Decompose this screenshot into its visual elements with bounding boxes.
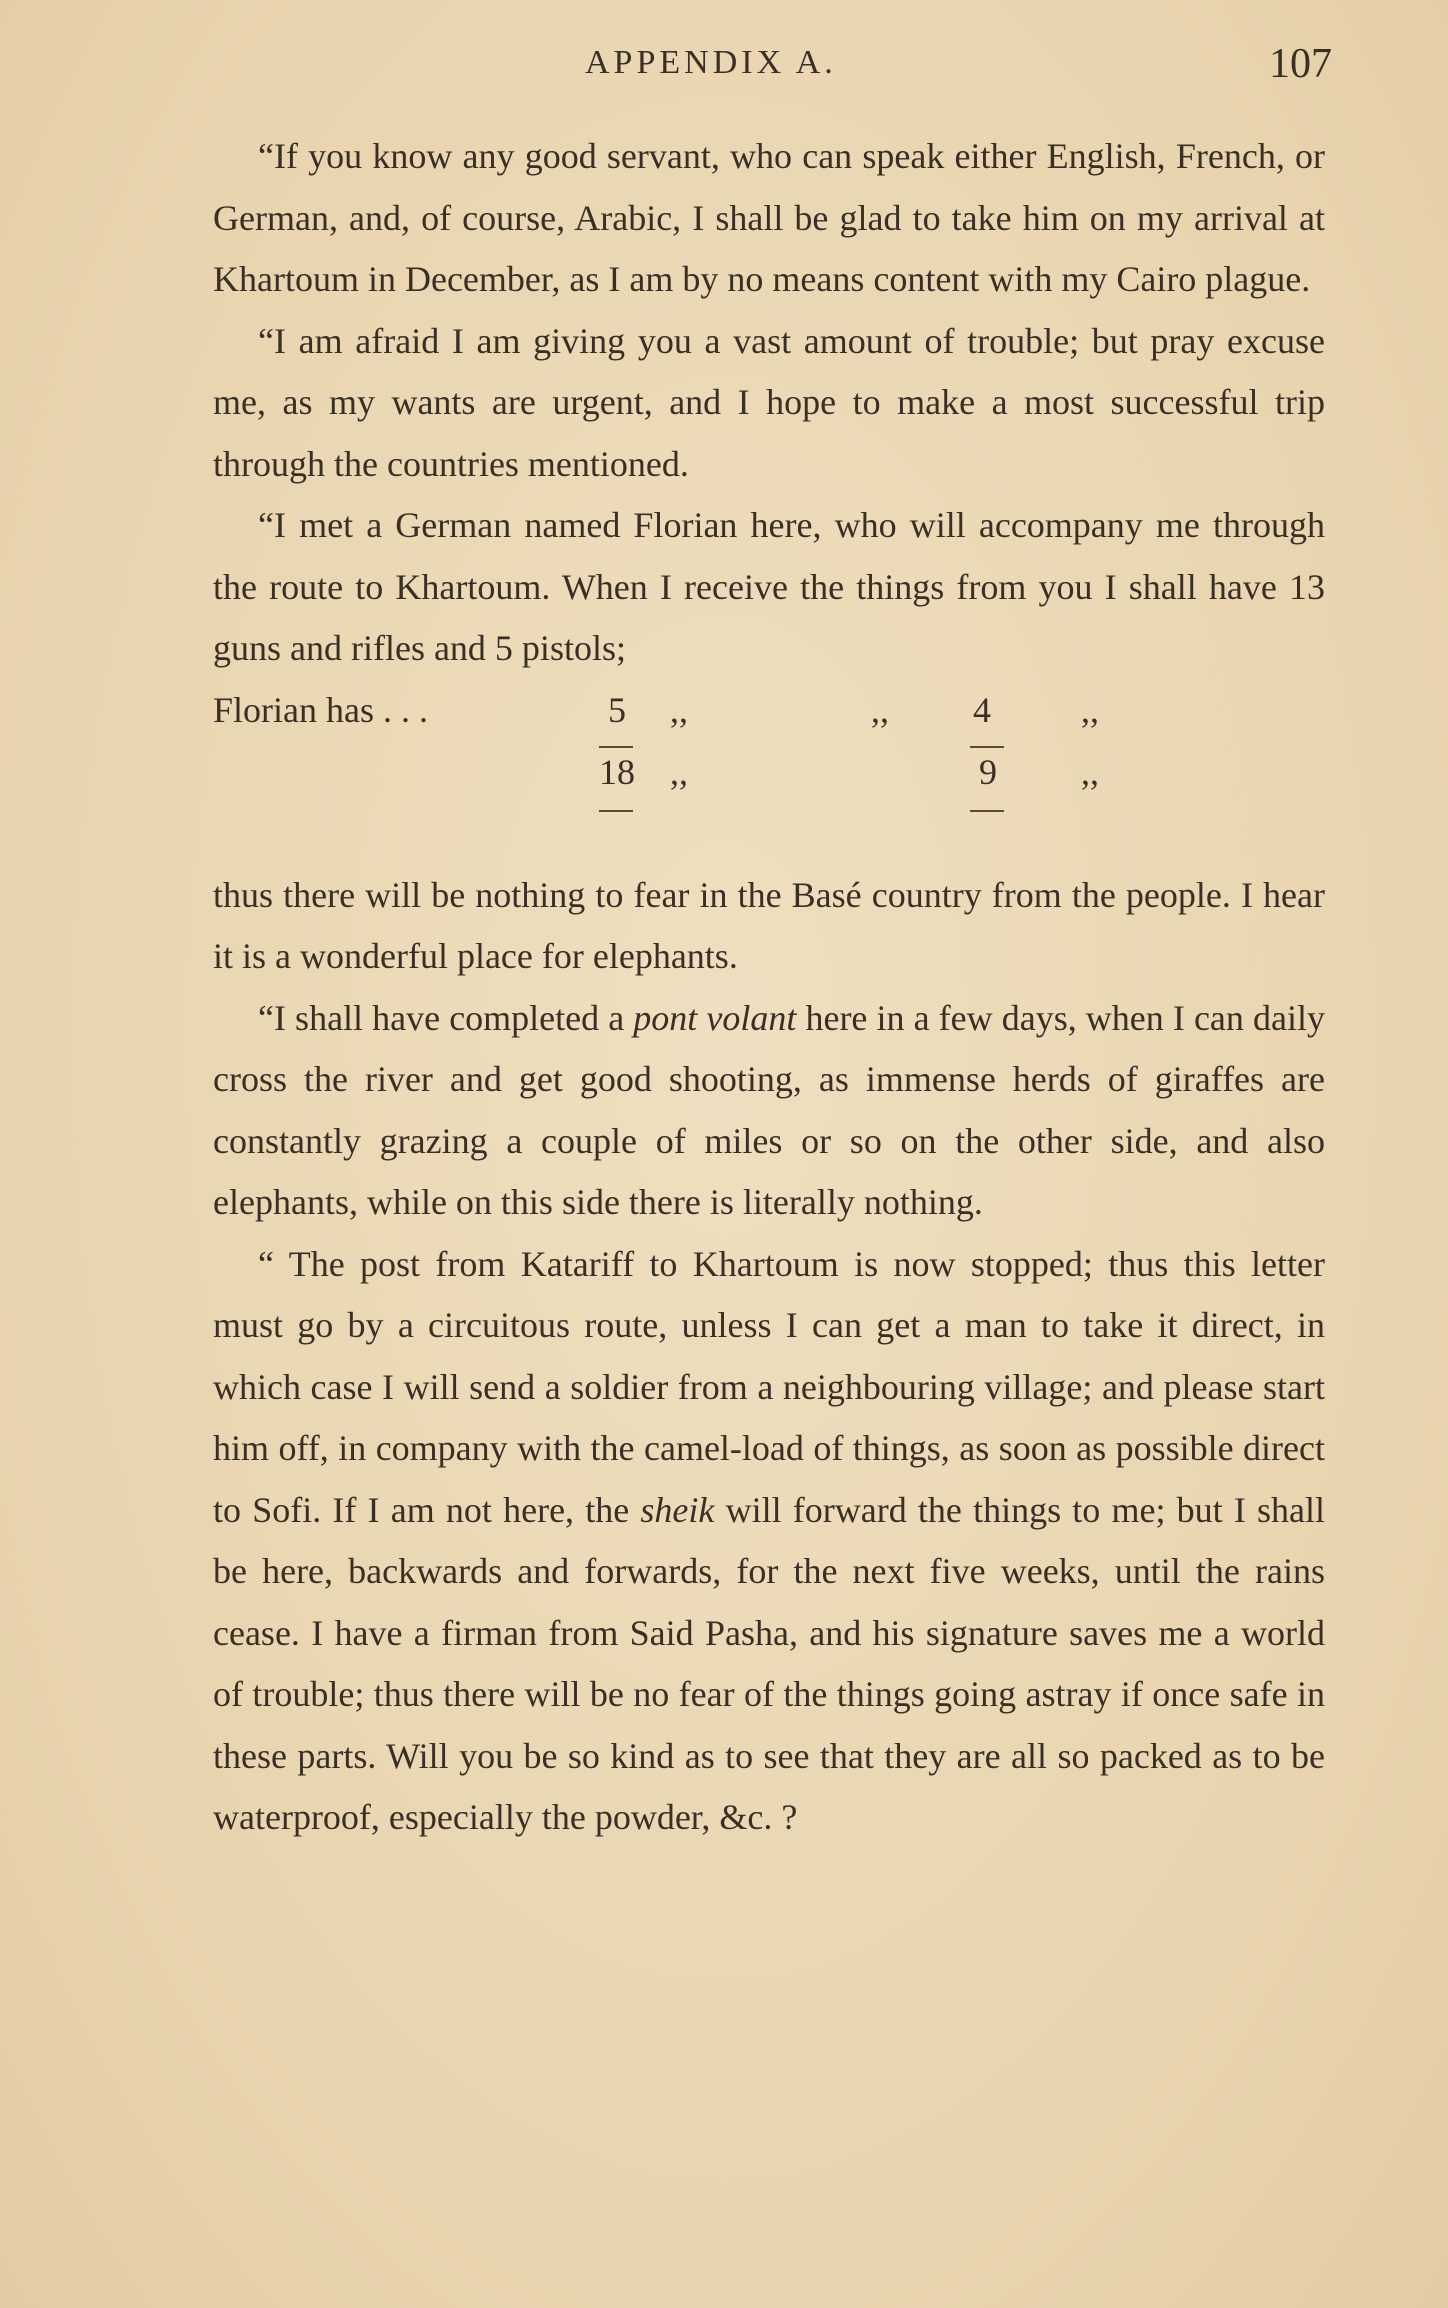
page-body <box>213 126 1325 1849</box>
paragraph-base-country: thus there will be nothing to fear in the Basé country from the people. I hear it is a wonderful place for elephants. <box>213 874 1325 976</box>
italic-word: sheik <box>640 1489 715 1530</box>
tally-ditto: ,, <box>1081 751 1099 792</box>
paragraph-post <box>213 1234 1325 1849</box>
paragraph-florian: “I met a German named Florian here, who will accompany me through the route to Khartoum. When I receive the things from you I shall have 13 guns and rifles and 5 pistols; <box>213 505 1325 668</box>
paragraph-pont-volant <box>213 988 1325 1234</box>
page-number: 107 <box>1269 41 1332 87</box>
tally-ditto: ,, <box>670 751 688 792</box>
tally-pistols-total: 9 <box>979 751 997 792</box>
running-head: APPENDIX A. <box>585 44 837 81</box>
text-run: here in a few days, when I can daily cross the river and get good shooting, as immense herds of giraffes are constantly grazing a couple of miles or so on the other side, and also elephants, while on this side there is literally nothing. <box>213 997 1325 1222</box>
tally-label: Florian has . . . <box>213 689 428 730</box>
tally-ditto: ,, <box>1081 689 1099 730</box>
sum-rule <box>599 810 633 812</box>
page-header <box>0 40 1448 100</box>
text-run: “ The post from Katariff to Khartoum is now stopped; thus this letter must go by a circuitous route, unless I can get a man to take it direct, in which case I will send a soldier from a neighbouring village; and please start him off, in company with the camel-load of things, as soon as possible direct to Sofi. If I am not here, the <box>213 1243 1325 1530</box>
weapons-tally <box>213 680 1325 865</box>
italic-phrase: pont volant <box>633 997 797 1038</box>
paragraph-servant: “If you know any good servant, who can speak either English, French, or German, and, of course, Arabic, I shall be glad to take him on my arrival at Khartoum in December, as I am by no means content with my Cairo plague. <box>213 136 1325 299</box>
tally-ditto: ,, <box>670 689 688 730</box>
tally-guns-florian: 5 <box>608 689 626 730</box>
sum-rule <box>970 810 1004 812</box>
tally-pistols-florian: 4 <box>973 689 991 730</box>
text-run: will forward the things to me; but I shall be here, backwards and forwards, for the next five weeks, until the rains cease. I have a firman from Said Pasha, and his signature saves me a world of trouble; thus there will be no fear of the things going astray if once safe in these parts. Will you be so kind as to see that they are all so packed as to be waterproof, especially the powder, &c. ? <box>213 1489 1326 1837</box>
tally-guns-total: 18 <box>599 751 635 792</box>
paragraph-trouble: “I am afraid I am giving you a vast amount of trouble; but pray excuse me, as my wants are urgent, and I hope to make a most successful trip through the countries mentioned. <box>213 320 1325 484</box>
tally-ditto: ,, <box>871 689 889 730</box>
text-run: “I shall have completed a <box>258 997 634 1038</box>
